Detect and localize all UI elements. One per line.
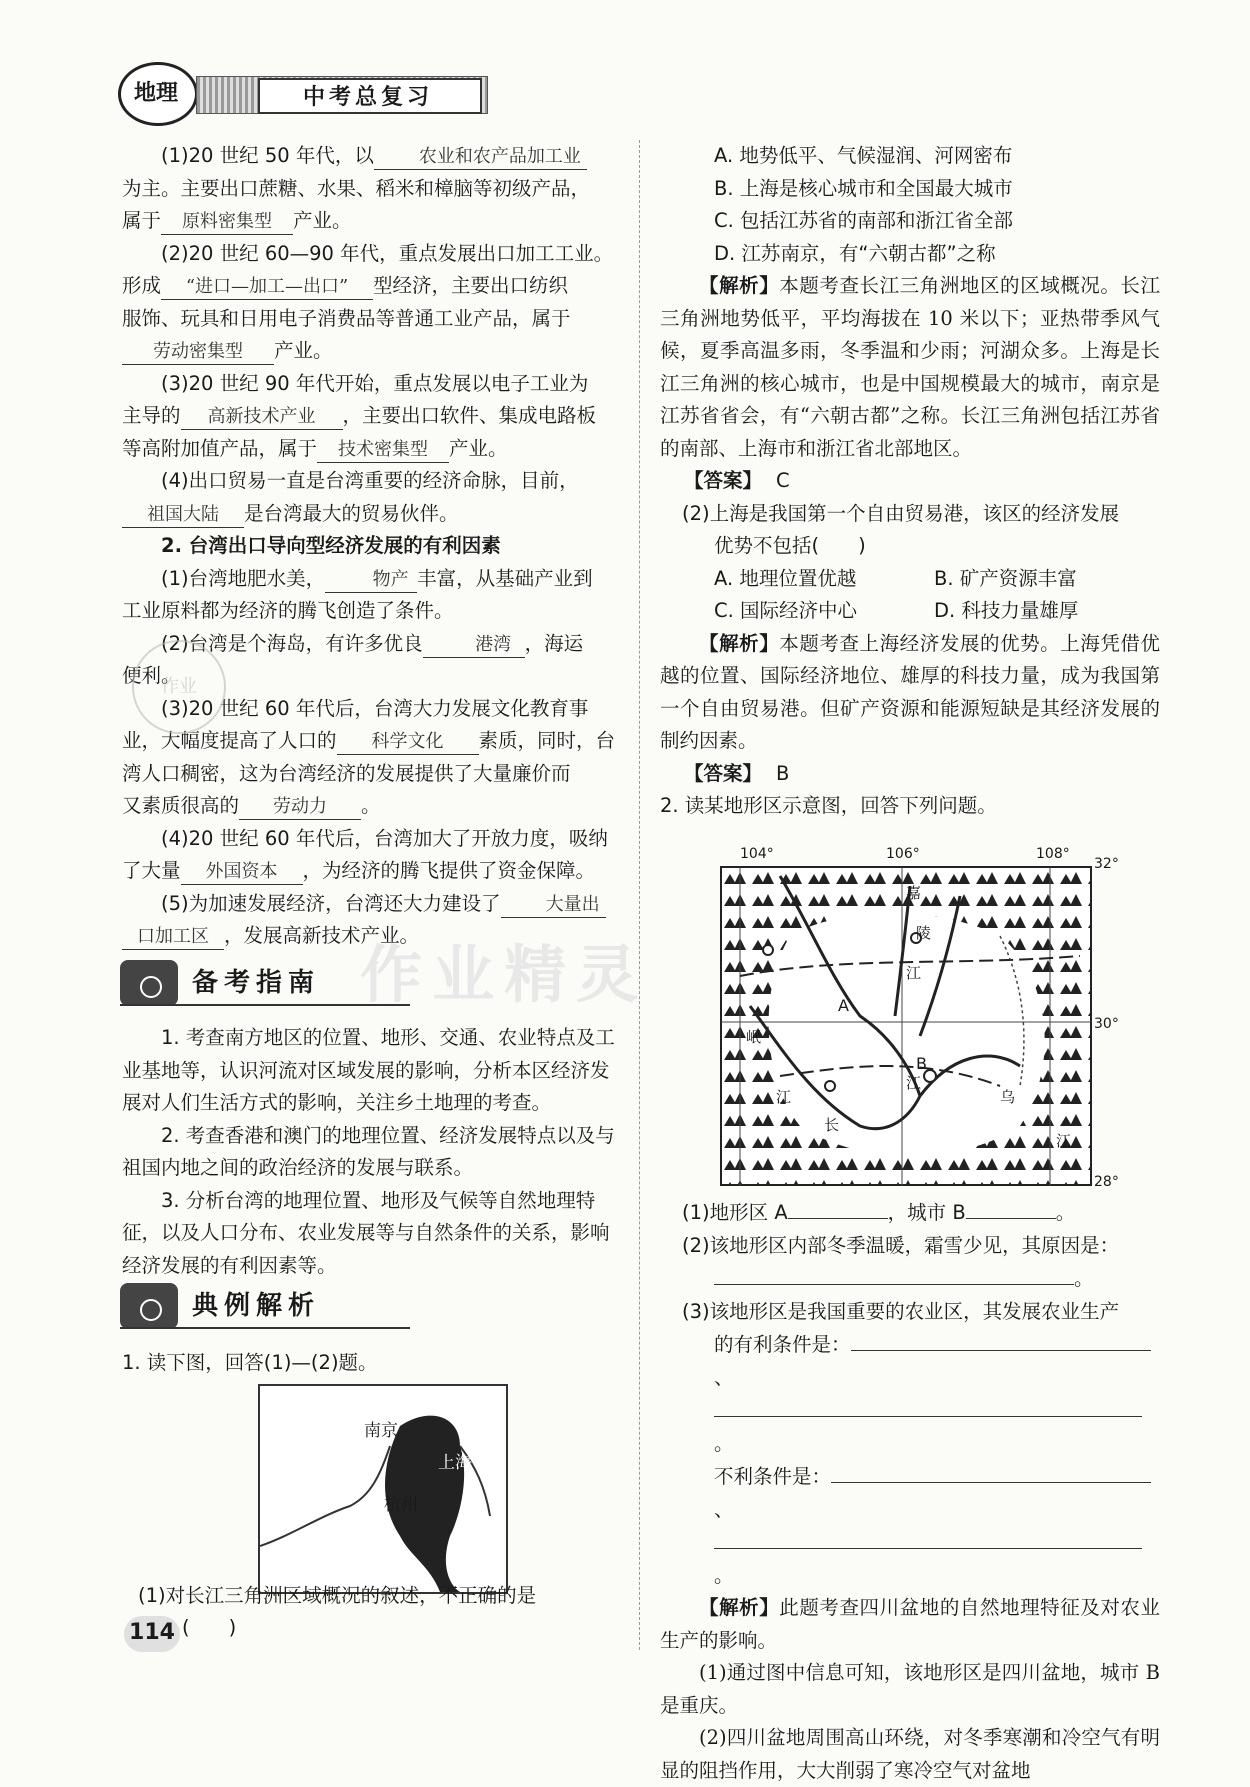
question-text: (1)对长江三角洲区域概况的叙述，不正确的是 — [138, 1584, 537, 1607]
page-header — [118, 62, 490, 120]
text: 产业。 — [293, 209, 352, 232]
text: ，海运 — [524, 631, 584, 655]
analysis-text: 本题考查长江三角洲地区的区域概况。长江三角洲地势低平，平均海拔在 10 米以下；亚热带季风气候，夏季高温多雨，冬季温和少雨；河湖众多。上海是长江三角洲的核心城市，也是中国规模最大的城市，南京是江苏省省会，有“六朝古都”之称。长江三角洲包括江苏省的南部、上海市和浙江省北部地区。 — [660, 274, 1160, 460]
analysis-label: 【解析】 — [699, 1596, 780, 1619]
text: 产业。 — [449, 436, 508, 460]
text: 又素质很高的 — [122, 794, 240, 817]
text: (3)20 世纪 90 年代开始，重点发展以电子工业为 — [161, 371, 589, 395]
map-label-B: B — [916, 1054, 927, 1073]
analysis-label: 【解析】 — [699, 274, 780, 297]
lon-label-104: 104° — [740, 846, 774, 862]
map-label-shanghai: 上海 — [438, 1453, 472, 1473]
option-c: C. 包括江苏省的南部和浙江省全部 — [714, 209, 1014, 232]
analysis-text: 本题考查上海经济发展的优势。上海凭借优越的位置、国际经济地位、雄厚的科技力量，成为我国第一个自由贸易港。但矿产资源和能源短缺是其经济发展的制约因素。 — [660, 631, 1160, 752]
answer-fill: 大量出 — [501, 893, 606, 918]
text: 是台湾最大的贸易伙伴。 — [244, 501, 459, 525]
q2-option-b: B. 矿产资源丰富 — [934, 566, 1077, 590]
answer-fill: 口加工区 — [122, 925, 224, 950]
analysis-part-2: (2)四川盆地周围高山环绕，对冬季寒潮和冷空气有明显的阻挡作用，大大削弱了寒冷空气对盆地 — [660, 1726, 1160, 1782]
analysis-part-1: (1)通过图中信息可知，该地形区是四川盆地，城市 B 是重庆。 — [660, 1661, 1160, 1717]
text: 等高附加值产品，属于 — [122, 436, 318, 460]
q2-option-c: C. 国际经济中心 — [714, 599, 858, 622]
answer-blank[interactable] — [851, 1328, 1151, 1351]
text: 服饰、玩具和日用电子消费品等普通工业产品，属于 — [122, 306, 571, 330]
text: 。 — [714, 1431, 734, 1455]
example-underline — [120, 1327, 410, 1329]
map-label-wu: 乌 — [1000, 1088, 1016, 1106]
question-1: 1. 读下图，回答(1)—(2)题。 — [122, 1351, 378, 1374]
map-label-hangzhou: 杭州 — [384, 1495, 418, 1515]
text: ，为经济的腾飞提供了资金保障。 — [302, 859, 596, 882]
subheading: 2. 台湾出口导向型经济发展的有利因素 — [161, 534, 501, 557]
question-1-1 — [138, 1580, 628, 1613]
map-terrain — [720, 846, 1119, 1190]
option-d: D. 江苏南京，有“六朝古都”之称 — [714, 241, 996, 265]
answer-fill: 港湾 — [423, 633, 525, 658]
answer-blank[interactable] — [714, 1262, 1074, 1285]
text: 主导的 — [122, 404, 181, 427]
text: 业，大幅度提高了人口的 — [122, 729, 337, 752]
answer-fill: 劳动力 — [239, 795, 361, 820]
text: (3)20 世纪 60 年代后，台湾大力发展文化教育事 — [161, 696, 589, 720]
answer-fill: 外国资本 — [181, 860, 303, 885]
answer-fill: 农业和农产品加工业 — [374, 145, 587, 170]
page-number: 114 — [129, 1620, 175, 1645]
text: ，主要出口软件、集成电路板 — [342, 404, 597, 427]
map-label-jiang-1: 江 — [906, 964, 922, 982]
terrain-map-svg — [720, 866, 1092, 1186]
page-title: 中考总复习 — [302, 85, 433, 110]
guide-body — [122, 1022, 622, 1282]
answer-value: B — [776, 761, 790, 785]
text: 。 — [714, 1563, 734, 1587]
text: 为主。主要出口蔗糖、水果、稻米和樟脑等初级产品， — [122, 176, 591, 200]
answer-fill: 技术密集型 — [317, 438, 449, 463]
answer-blank[interactable] — [788, 1196, 888, 1219]
answer-fill: 高新技术产业 — [181, 405, 343, 430]
stamp-text: 作业 — [161, 676, 197, 697]
map-label-jiang-4: 江 — [1056, 1132, 1072, 1150]
guide-item-3: 3. 分析台湾的地理位置、地形及气候等自然地理特征，以及人口分布、农业发展等与自然条件的关系，影响经济发展的有利因素等。 — [122, 1188, 610, 1277]
text: (4)20 世纪 60 年代后，台湾加大了开放力度，吸纳 — [161, 826, 608, 850]
text: 了大量 — [122, 859, 181, 882]
watermark-text: 作业精灵 — [360, 938, 649, 1011]
text: 的有利条件是： — [714, 1333, 851, 1356]
answer-paren: ( ) — [182, 1616, 237, 1639]
answer-blank[interactable] — [966, 1196, 1056, 1219]
text: 形成 — [122, 274, 162, 297]
text: (2)台湾是个海岛，有许多优良 — [161, 631, 423, 655]
answer-fill: 科学文化 — [337, 730, 479, 755]
answer-fill: 劳动密集型 — [122, 340, 274, 365]
text: 。 — [361, 794, 381, 817]
text: 、 — [714, 1497, 734, 1521]
answer-fill: 物产 — [325, 568, 417, 593]
answer-fill: 祖国大陆 — [122, 503, 244, 528]
q2-option-d: D. 科技力量雄厚 — [934, 599, 1079, 622]
guide-item-2: 2. 考查香港和澳门的地理位置、经济发展特点以及与祖国内地之间的政治经济的发展与联系。 — [122, 1123, 615, 1179]
lon-label-108: 108° — [1036, 846, 1070, 862]
example-title: 典例解析 — [192, 1291, 321, 1321]
right-column — [660, 140, 1160, 823]
text: 湾人口稠密，这为台湾经济的发展提供了大量廉价而 — [122, 761, 571, 785]
text: 。 — [1074, 1267, 1094, 1290]
text: ，发展高新技术产业。 — [224, 924, 420, 947]
map-label-ling: 陵 — [916, 924, 932, 942]
text: ，城市 B — [887, 1201, 966, 1224]
text: 便利。 — [122, 664, 181, 687]
map-label-min: 岷 — [746, 1028, 762, 1046]
question-3: 2. 读某地形区示意图，回答下列问题。 — [660, 794, 997, 817]
text: (1)台湾地肥水美， — [161, 566, 326, 590]
guide-title: 备考指南 — [192, 968, 321, 998]
analysis-label: 【解析】 — [699, 631, 780, 655]
answer-label: 【答案】 — [684, 469, 763, 492]
analysis-text: 此题考查四川盆地的自然地理特征及对农业生产的影响。 — [660, 1596, 1160, 1652]
text: 属于 — [122, 209, 162, 232]
guide-item-1: 1. 考查南方地区的位置、地形、交通、农业特点及工业基地等，认识河流对区域发展的影响，分析本区经济发展对人们生活方式的影响，关注乡土地理的考查。 — [122, 1026, 615, 1114]
right-column-lower — [660, 1196, 1160, 1787]
q2-option-a: A. 地理位置优越 — [714, 566, 857, 590]
stamp-watermark — [132, 640, 226, 734]
answer-blank[interactable] — [714, 1394, 1142, 1417]
compass-icon — [140, 976, 162, 998]
column-divider — [639, 140, 640, 1650]
text: (1)地形区 A — [682, 1201, 788, 1224]
text: 型经济，主要出口纺织 — [373, 274, 569, 297]
question-2-stem: (2)上海是我国第一个自由贸易港，该区的经济发展 — [682, 501, 1120, 525]
guide-underline — [120, 1004, 410, 1006]
text: (2)20 世纪 60—90 年代，重点发展出口加工工业。 — [161, 241, 614, 265]
text: (5)为加速发展经济，台湾还大力建设了 — [161, 891, 501, 915]
text: (1)20 世纪 50 年代，以 — [161, 144, 374, 167]
lat-label-28: 28° — [1094, 1174, 1119, 1190]
text: 不利条件是： — [714, 1465, 832, 1488]
map-label-A: A — [838, 996, 849, 1015]
text: (4)出口贸易一直是台湾重要的经济命脉，目前， — [161, 469, 579, 492]
lon-label-106: 106° — [886, 846, 920, 862]
map-label-chang: 长 — [824, 1116, 840, 1134]
option-a: A. 地势低平、气候湿润、河网密布 — [714, 144, 1013, 167]
lat-label-30: 30° — [1094, 1016, 1119, 1032]
left-column — [122, 140, 622, 953]
map-label-jia: 嘉 — [906, 884, 922, 902]
option-b: B. 上海是核心城市和全国最大城市 — [714, 176, 1013, 200]
answer-fill: 原料密集型 — [161, 210, 293, 235]
compass-icon — [140, 1299, 162, 1321]
answer-blank[interactable] — [831, 1460, 1151, 1483]
text: 产业。 — [274, 339, 333, 362]
question-2-stem-2: 优势不包括( ) — [714, 534, 866, 557]
sub-question-2: (2)该地形区内部冬季温暖，霜雪少见，其原因是： — [682, 1233, 1120, 1257]
answer-blank[interactable] — [714, 1526, 1142, 1549]
text: 。 — [1055, 1201, 1076, 1224]
lat-label-32: 32° — [1094, 856, 1119, 872]
sub-question-3: (3)该地形区是我国重要的农业区，其发展农业生产 — [682, 1299, 1120, 1323]
text: 、 — [714, 1365, 734, 1389]
text: 丰富，从基础产业到 — [417, 566, 593, 590]
text: 工业原料都为经济的腾飞创造了条件。 — [122, 599, 454, 622]
map-label-nanjing: 南京 — [364, 1421, 398, 1441]
map-label-jiang-3: 江 — [906, 1074, 922, 1092]
map-yangtze-delta — [258, 1384, 508, 1594]
answer-label: 【答案】 — [684, 761, 763, 785]
text: 素质，同时，台 — [478, 729, 616, 752]
map-label-jiang-2: 江 — [776, 1088, 792, 1106]
subject-label: 地理 — [133, 81, 178, 106]
answer-value: C — [776, 469, 790, 492]
answer-fill: “进口—加工—出口” — [161, 275, 373, 300]
